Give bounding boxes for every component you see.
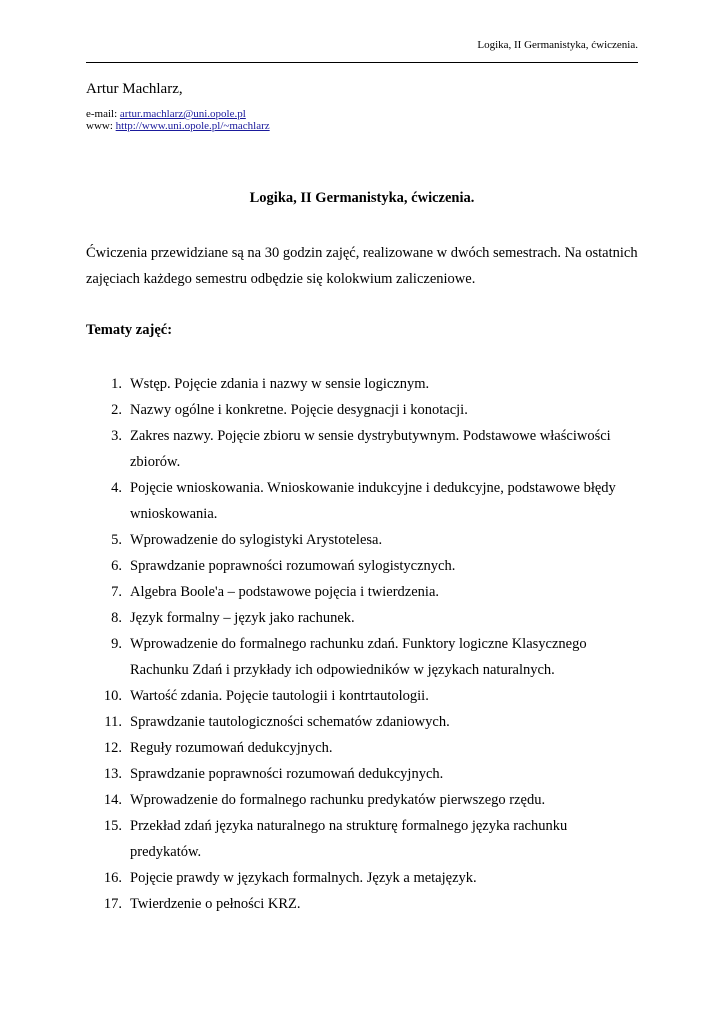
topic-number: 3. [111,428,122,444]
topic-item [86,891,638,917]
topic-text: Język formalny – język jako rachunek. [130,610,355,626]
topic-text: Pojęcie wnioskowania. Wnioskowanie indukcyjne i dedukcyjne, podstawowe błędy wnioskowania. [130,480,616,522]
topic-number: 15. [103,818,122,834]
topic-item [86,761,638,787]
topic-number: 13. [103,766,122,782]
email-link[interactable]: artur.machlarz@uni.opole.pl [119,108,246,120]
topic-item [86,787,638,813]
topic-number: 6. [111,558,122,574]
topic-text: Pojęcie prawdy w językach formalnych. Język a metajęzyk. [130,870,477,886]
topic-text: Sprawdzanie tautologiczności schematów zdaniowych. [130,714,450,730]
www-label: www: [86,120,116,132]
topic-number: 4. [111,480,122,496]
topic-item [86,813,638,865]
topic-item [86,423,638,475]
topic-item [86,371,638,397]
topic-text: Wartość zdania. Pojęcie tautologii i kontrtautologii. [130,688,429,704]
topic-number: 16. [103,870,122,886]
topic-item [86,579,638,605]
topic-text: Wstęp. Pojęcie zdania i nazwy w sensie logicznym. [130,376,430,392]
topic-text: Nazwy ogólne i konkretne. Pojęcie desygnacji i konotacji. [130,402,468,418]
running-header: Logika, II Germanistyka, ćwiczenia. [477,39,638,51]
topic-number: 11. [104,714,122,730]
topic-number: 1. [111,376,122,392]
topics-list [86,371,638,917]
intro-paragraph: Ćwiczenia przewidziane są na 30 godzin zajęć, realizowane w dwóch semestrach. Na ostatnich zajęciach każdego semestru odbędzie się kolokwium zaliczeniowe. [86,245,638,287]
www-link[interactable]: http://www.uni.opole.pl/~machlarz [115,120,270,132]
author-name: Artur Machlarz, [86,81,183,97]
header-divider [86,62,638,63]
topic-text: Reguły rozumowań dedukcyjnych. [130,740,333,756]
topic-number: 7. [111,584,122,600]
topic-number: 2. [111,402,122,418]
topic-item [86,865,638,891]
topic-text: Wprowadzenie do sylogistyki Arystotelesa. [130,532,383,548]
topic-item [86,605,638,631]
topic-text: Sprawdzanie poprawności rozumowań dedukcyjnych. [130,766,444,782]
topic-number: 10. [103,688,122,704]
topic-number: 8. [111,610,122,626]
topic-item [86,397,638,423]
topic-number: 17. [103,896,122,912]
topics-heading: Tematy zajęć: [86,322,173,338]
topic-number: 14. [103,792,122,808]
topic-number: 9. [111,636,122,652]
topic-item [86,475,638,527]
topic-text: Zakres nazwy. Pojęcie zbioru w sensie dystrybutywnym. Podstawowe właściwości zbiorów. [130,428,611,470]
topic-item [86,709,638,735]
topic-text: Twierdzenie o pełności KRZ. [130,896,301,912]
topic-item [86,631,638,683]
topic-text: Wprowadzenie do formalnego rachunku zdań. Funktory logiczne Klasycznego Rachunku Zdań i przykłady ich odpowiedników w językach naturalnych. [130,636,587,678]
topic-item [86,527,638,553]
topic-text: Algebra Boole'a – podstawowe pojęcia i twierdzenia. [130,584,440,600]
topic-item [86,683,638,709]
topic-number: 12. [103,740,122,756]
topic-text: Sprawdzanie poprawności rozumowań sylogistycznych. [130,558,456,574]
topic-text: Przekład zdań języka naturalnego na strukturę formalnego języka rachunku predykatów. [130,818,568,860]
document-title: Logika, II Germanistyka, ćwiczenia. [249,190,475,206]
topic-number: 5. [111,532,122,548]
topic-text: Wprowadzenie do formalnego rachunku predykatów pierwszego rzędu. [130,792,546,808]
www-line [86,120,270,133]
topic-item [86,735,638,761]
topic-item [86,553,638,579]
email-label: e-mail: [86,108,120,120]
